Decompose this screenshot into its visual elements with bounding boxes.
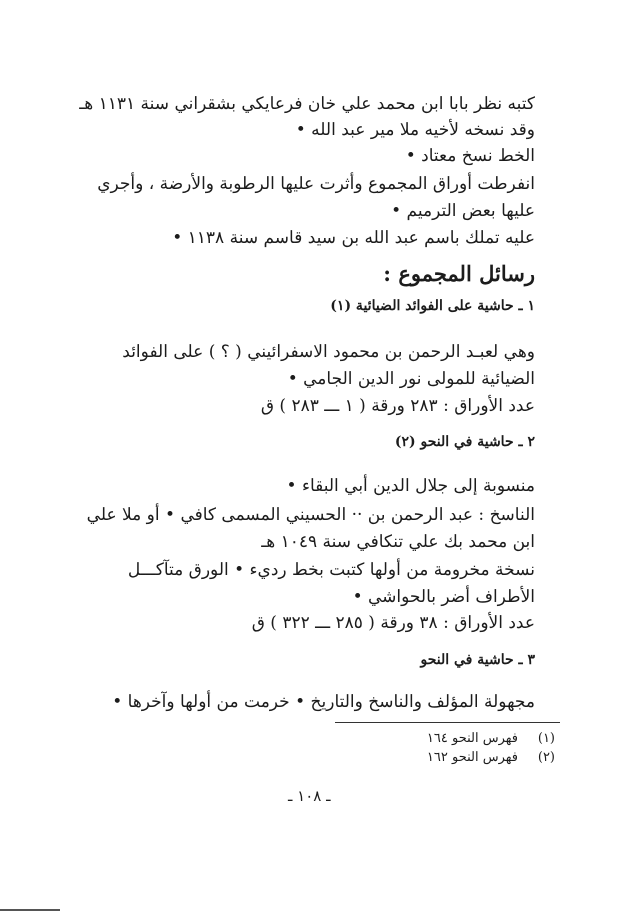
- intro-line-6: عليه تملك باسم عبد الله بن سيد قاسم سنة ١١٣٨ •: [172, 228, 535, 248]
- section-heading: رسائل المجموع :: [383, 261, 535, 286]
- intro-line-2: وقد نسخه لأخيه ملا مير عبد الله •: [295, 120, 535, 140]
- intro-line-1: كتبه نظر بابا ابن محمد علي خان فرعايكي بشقراني سنة ١١٣١ هـ: [79, 94, 535, 114]
- item-1-line-2: الضيائية للمولى نور الدين الجامي •: [287, 369, 535, 389]
- intro-line-3: الخط نسخ معتاد •: [405, 146, 535, 166]
- footnote-1-text: فهرس النحو ١٦٤: [426, 731, 518, 746]
- scan-edge-mark: [0, 909, 60, 911]
- footnote-1-mark: (١): [537, 731, 555, 746]
- intro-line-4: انفرطت أوراق المجموع وأثرت عليها الرطوبة والأرضة ، وأجري: [97, 174, 535, 194]
- item-2-line-3: ابن محمد بك علي تنكافي سنة ١٠٤٩ هـ: [261, 532, 535, 552]
- item-2-line-5: الأطراف أضر بالحواشي •: [352, 587, 535, 607]
- item-3-title: ٣ ـ حاشية في النحو: [420, 652, 535, 668]
- item-2-line-2: الناسخ : عبد الرحمن بن ·· الحسيني المسمى كافي • أو ملا علي: [86, 505, 535, 525]
- item-2-line-4: نسخة مخرومة من أولها كتبت بخط رديء • الورق متآكـــل: [127, 560, 535, 580]
- item-2-line-6: عدد الأوراق : ٣٨ ورقة ( ٢٨٥ ـــ ٣٢٢ ) ق: [251, 613, 535, 633]
- footnote-rule: [335, 722, 560, 723]
- item-1-title: ١ ـ حاشية على الفوائد الضيائية (١): [330, 298, 535, 314]
- item-1-line-1: وهي لعبـد الرحمن بن محمود الاسفرائيني ( ؟ ) على الفوائد: [122, 342, 535, 362]
- item-2-title: ٢ ـ حاشية في النحو (٢): [394, 434, 535, 450]
- item-2-line-1: منسوبة إلى جلال الدين أبي البقاء •: [286, 476, 535, 496]
- item-3-line-1: مجهولة المؤلف والناسخ والتاريخ • خرمت من أولها وآخرها •: [112, 692, 535, 712]
- footnote-2-text: فهرس النحو ١٦٢: [426, 750, 518, 765]
- footnote-2-mark: (٢): [537, 750, 555, 765]
- page-number: ـ ١٠٨ ـ: [288, 787, 331, 805]
- item-1-line-3: عدد الأوراق : ٢٨٣ ورقة ( ١ ـــ ٢٨٣ ) ق: [260, 396, 535, 416]
- intro-line-5: عليها بعض الترميم •: [391, 201, 535, 221]
